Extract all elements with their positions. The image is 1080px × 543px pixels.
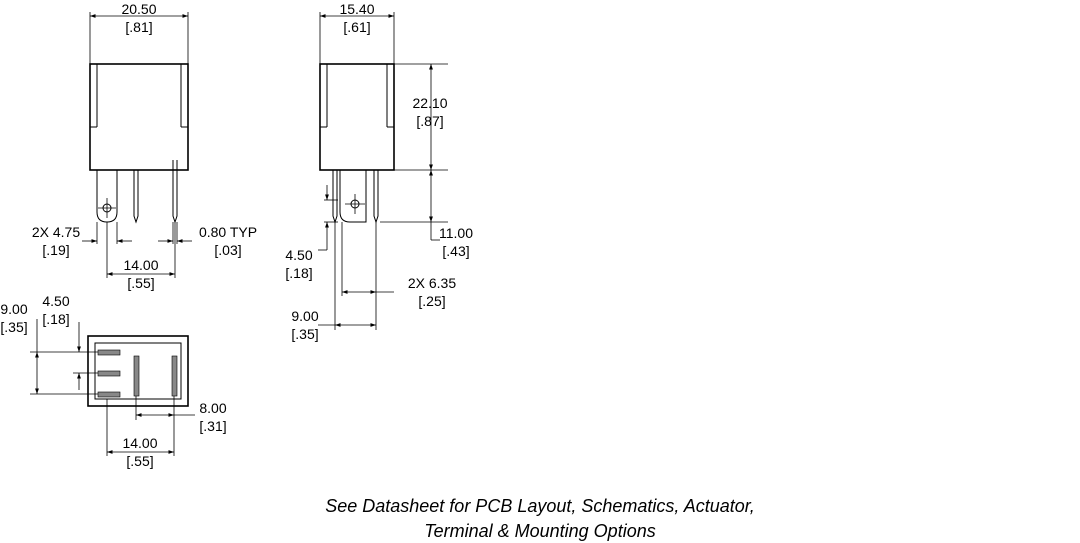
bottom-terminal-5 [172,356,177,396]
side-pin-right [374,170,378,222]
side-width-mm: 15.40 [339,1,375,17]
side-spacing-mm: 9.00 [291,308,319,324]
bottom-offset-in: [.18] [42,311,70,327]
side-view [285,1,473,342]
bottom-right-in: [.31] [199,418,227,434]
datasheet-note-line1: See Datasheet for PCB Layout, Schematics, Actuator, [325,496,755,516]
side-height-in: [.87] [416,113,444,129]
bottom-terminal-1 [98,350,120,355]
side-tab-terminal [340,170,366,222]
front-pin-thk-in: [.03] [214,242,242,258]
front-pitch-in: [.55] [127,275,155,291]
bottom-pitch-mm: 14.00 [122,435,158,451]
bottom-offset-mm: 4.50 [42,293,70,309]
bottom-terminal-3 [98,392,120,397]
side-spacing-in: [.35] [291,326,319,342]
front-width-mm: 20.50 [121,1,157,17]
bottom-right-mm: 8.00 [199,400,227,416]
front-terminal-mm: 2X 4.75 [31,224,81,240]
bottom-terminal-4 [134,356,139,396]
front-pin-thk-mm: 0.80 TYP [198,224,258,240]
bottom-pitch-in: [.55] [126,453,154,469]
bottom-view [0,293,226,469]
side-body-outline [320,64,394,170]
front-view [32,1,257,291]
side-pin-left [333,170,337,222]
side-tab-mm: 2X 6.35 [407,275,457,291]
front-body-outline [90,64,188,170]
front-terminal-in: [.19] [42,242,70,258]
side-width-in: [.61] [343,19,371,35]
side-lead-mm: 11.00 [439,225,473,241]
bottom-spacing-in: [.35] [0,319,28,335]
front-width-in: [.81] [125,19,153,35]
front-pitch-mm: 14.00 [123,257,159,273]
side-small-in: [.18] [285,265,313,281]
front-pin-middle [134,170,138,222]
side-height-mm: 22.10 [412,95,448,111]
bottom-spacing-mm: 9.00 [0,301,28,317]
side-lead-in: [.43] [442,243,470,259]
bottom-terminal-2 [98,371,120,376]
side-small-mm: 4.50 [285,247,313,263]
datasheet-note-line2: Terminal & Mounting Options [424,521,656,541]
side-tab-in: [.25] [418,293,446,309]
